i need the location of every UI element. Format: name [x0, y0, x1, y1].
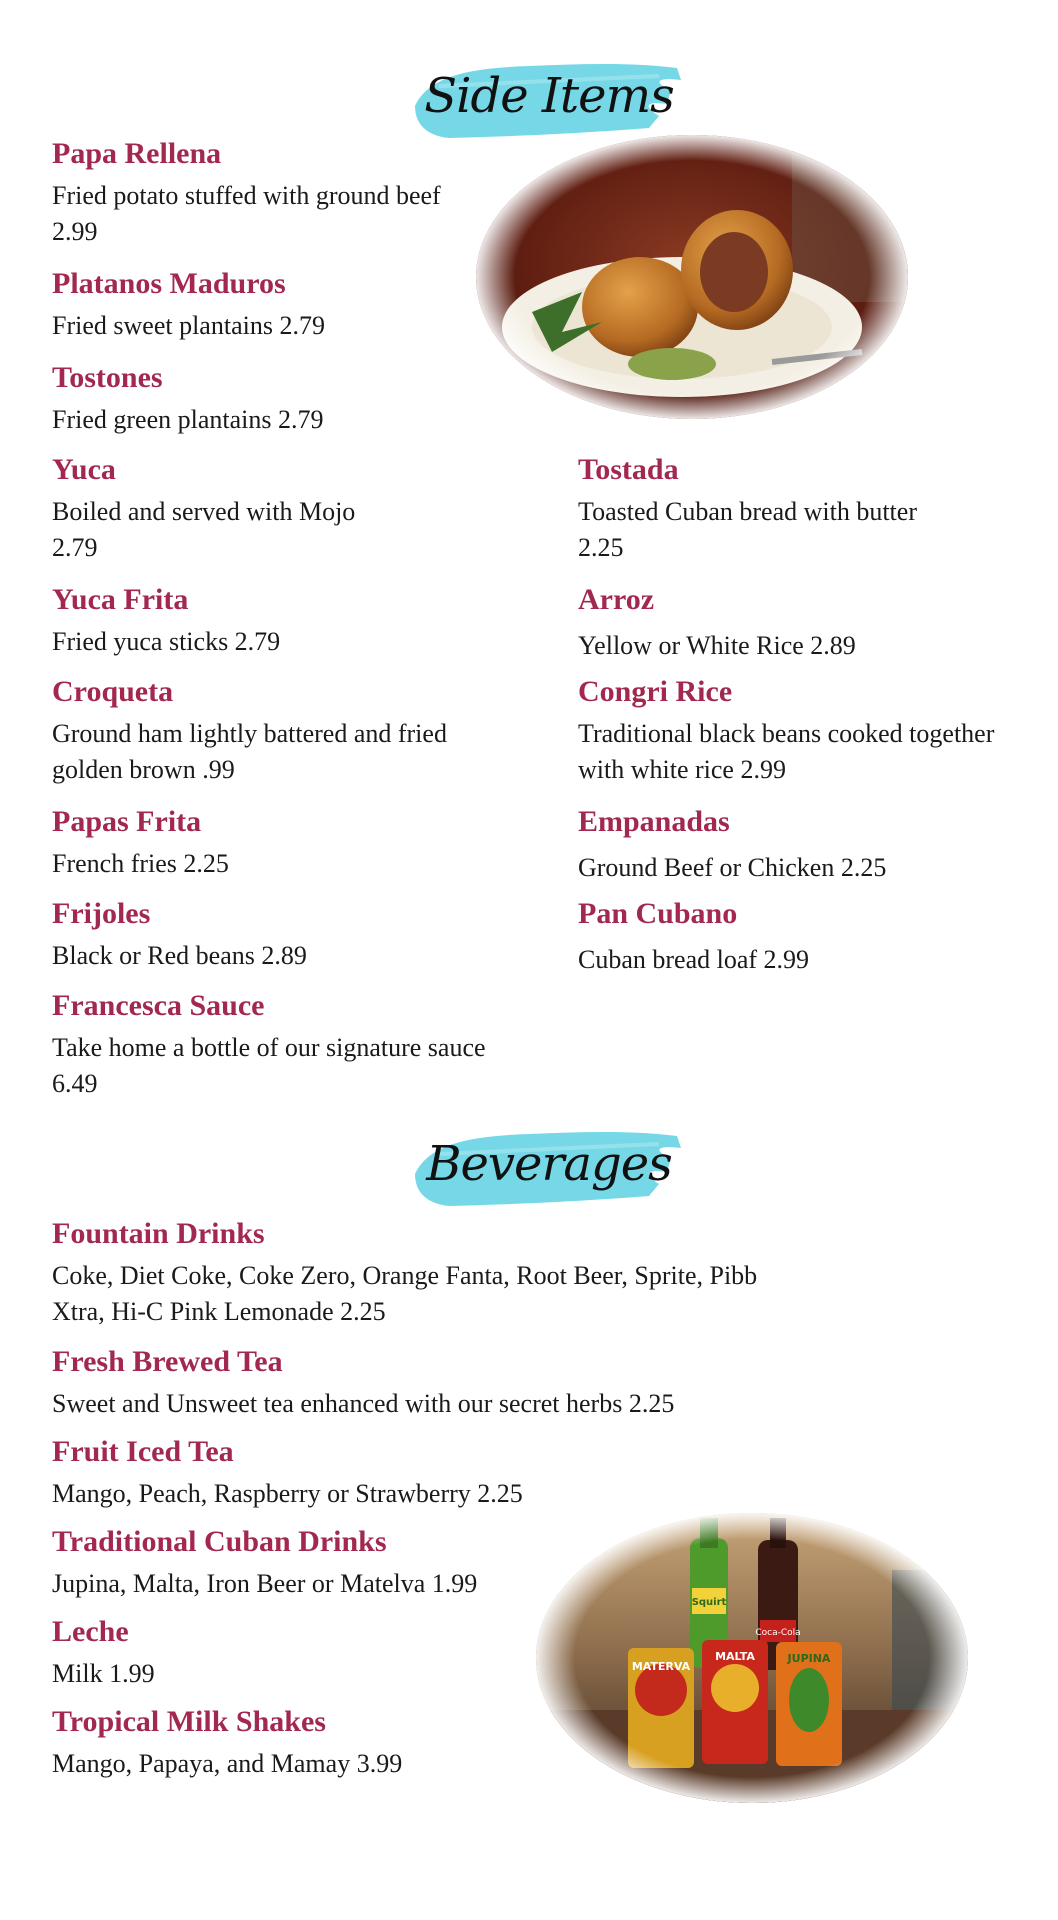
menu-item-frijoles [52, 896, 512, 974]
side-items-header [409, 46, 689, 146]
beverages-header [409, 1114, 689, 1214]
item-description: Yellow or White Rice 2.89 [578, 631, 856, 660]
item-description: Mango, Papaya, and Mamay 3.99 [52, 1749, 403, 1778]
item-description: Milk 1.99 [52, 1659, 155, 1688]
item-description: Ground ham lightly battered and fried golden brown .99 [52, 719, 447, 784]
menu-item-croqueta [52, 674, 492, 788]
menu-item-fruit-iced-tea [52, 1434, 672, 1512]
menu-item-congri-rice [578, 674, 998, 788]
item-description: Jupina, Malta, Iron Beer or Matelva 1.99 [52, 1569, 478, 1598]
menu-item-tropical-milk-shakes [52, 1704, 512, 1782]
item-description: Take home a bottle of our signature sauce 6.49 [52, 1033, 486, 1098]
item-description: Cuban bread loaf 2.99 [578, 945, 810, 974]
menu-item-papas-frita [52, 804, 512, 882]
menu-item-yuca [52, 452, 372, 566]
beverages-title: Beverages [426, 1136, 672, 1192]
item-description: Fried yuca sticks 2.79 [52, 627, 281, 656]
item-name: Tropical Milk Shakes [52, 1705, 326, 1738]
menu-item-empanadas [578, 804, 1038, 886]
menu-item-traditional-cuban-drinks [52, 1524, 612, 1602]
item-name: Congri Rice [578, 675, 733, 708]
item-name: Croqueta [52, 675, 174, 708]
item-name: Pan Cubano [578, 897, 738, 930]
item-description: Black or Red beans 2.89 [52, 941, 307, 970]
item-description: Coke, Diet Coke, Coke Zero, Orange Fanta, Root Beer, Sprite, Pibb Xtra, Hi-C Pink Lemonade 2.25 [52, 1261, 758, 1326]
menu-item-platanos-maduros [52, 266, 512, 344]
item-name: Traditional Cuban Drinks [52, 1525, 387, 1558]
item-name: Frijoles [52, 897, 151, 930]
menu-item-pan-cubano [578, 896, 1038, 978]
item-name: Fresh Brewed Tea [52, 1345, 283, 1378]
papa-rellena-photo [472, 132, 912, 422]
side-items-title: Side Items [424, 68, 674, 124]
item-name: Empanadas [578, 805, 730, 838]
menu-item-fountain-drinks [52, 1216, 772, 1330]
item-name: Platanos Maduros [52, 267, 286, 300]
cuban-drinks-photo [532, 1510, 972, 1806]
menu-item-tostones [52, 360, 512, 438]
menu-item-fresh-brewed-tea [52, 1344, 852, 1422]
menu-item-tostada [578, 452, 938, 566]
menu-item-papa-rellena [52, 136, 472, 250]
item-name: Fruit Iced Tea [52, 1435, 234, 1468]
item-name: Papa Rellena [52, 137, 222, 170]
item-description: Ground Beef or Chicken 2.25 [578, 853, 887, 882]
item-description: Traditional black beans cooked together with white rice 2.99 [578, 719, 995, 784]
item-name: Yuca [52, 453, 116, 486]
item-description: Sweet and Unsweet tea enhanced with our secret herbs 2.25 [52, 1389, 675, 1418]
item-name: Papas Frita [52, 805, 202, 838]
item-description: French fries 2.25 [52, 849, 229, 878]
item-name: Fountain Drinks [52, 1217, 265, 1250]
menu-item-francesca-sauce [52, 988, 522, 1102]
item-name: Tostada [578, 453, 679, 486]
item-description: Fried potato stuffed with ground beef 2.99 [52, 181, 441, 246]
item-description: Boiled and served with Mojo 2.79 [52, 497, 356, 562]
menu-item-leche [52, 1614, 512, 1692]
item-description: Mango, Peach, Raspberry or Strawberry 2.25 [52, 1479, 523, 1508]
item-description: Toasted Cuban bread with butter 2.25 [578, 497, 917, 562]
item-name: Leche [52, 1615, 129, 1648]
menu-item-arroz [578, 582, 1038, 664]
item-description: Fried sweet plantains 2.79 [52, 311, 325, 340]
menu-item-yuca-frita [52, 582, 512, 660]
item-description: Fried green plantains 2.79 [52, 405, 324, 434]
item-name: Tostones [52, 361, 163, 394]
item-name: Arroz [578, 583, 655, 616]
item-name: Yuca Frita [52, 583, 189, 616]
item-name: Francesca Sauce [52, 989, 265, 1022]
